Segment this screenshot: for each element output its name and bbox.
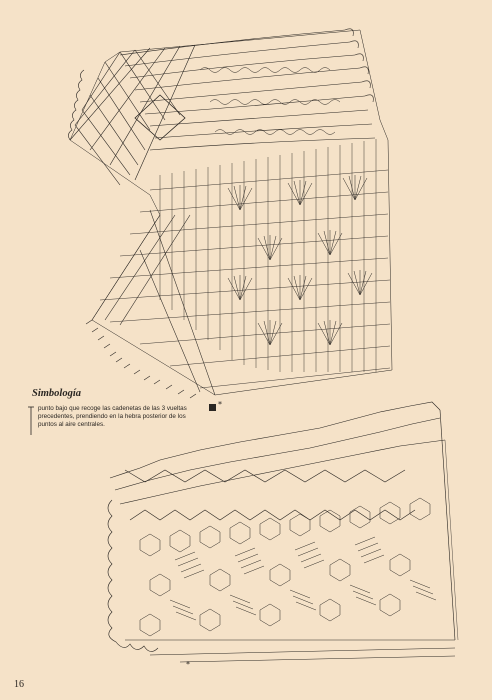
long-single-crochet-icon xyxy=(27,405,36,437)
start-asterisk-icon: * xyxy=(218,400,222,409)
page-number: 16 xyxy=(14,679,24,690)
legend-item xyxy=(27,405,197,437)
legend-item-description: punto bajo que recoge las cadenetas de las 3 vueltas precedentes, prendiendo en la hebra posterior de los puntos al aire centrales. xyxy=(38,405,187,428)
bottom-asterisk-icon: * xyxy=(186,660,190,669)
legend xyxy=(27,388,197,437)
legend-title: Simbología xyxy=(32,388,82,399)
